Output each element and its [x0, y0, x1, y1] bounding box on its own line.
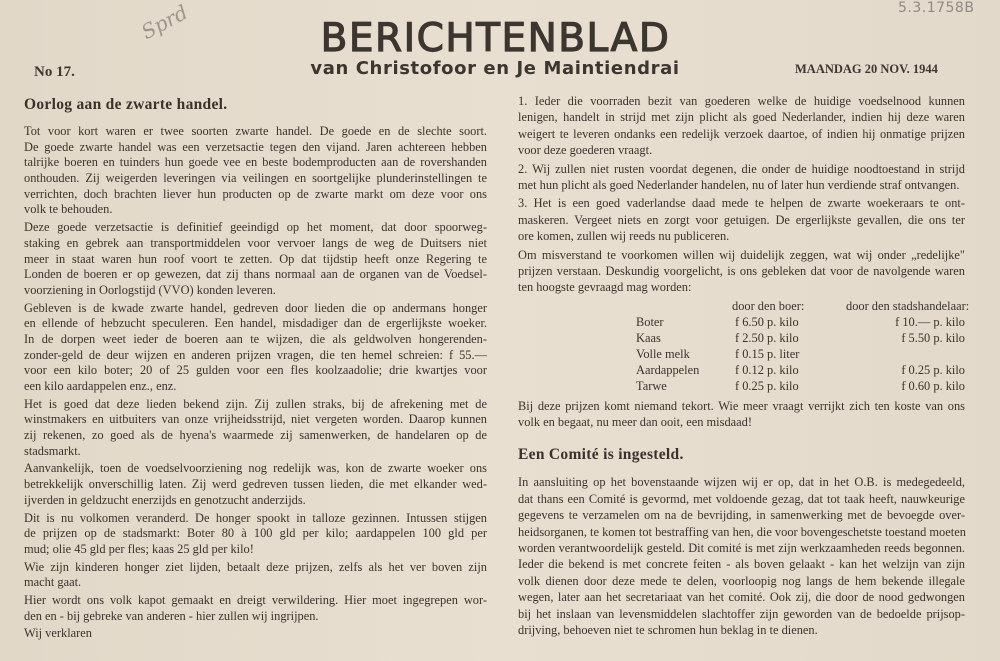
text-line: volk en begaat, nu meer dan ooit, een misdaad! [518, 415, 752, 430]
price-row [518, 314, 965, 330]
text-line: In aansluiting op het bovenstaande wijzen wij er op, dat in het O.B. is medegedeeld, [518, 475, 965, 490]
article-heading: Oorlog aan de zwarte handel. [24, 96, 228, 113]
right-column [518, 93, 970, 640]
text-line: weigert te leveren ondanks een redelijk verzoek daartoe, of indien hij onmatige prijzen [518, 126, 965, 141]
paragraph [24, 220, 487, 298]
paragraph [24, 397, 487, 460]
committee-body [518, 474, 965, 638]
text-line: en ellende of hebzucht speculeren. Een handel, misdadiger dan de ergerlijkste woeker. [24, 316, 487, 331]
text-line: wegen, later aan het secretariaat van het comité. Ook zij, die door de nood gedwongen [518, 590, 965, 605]
declarations [518, 93, 965, 296]
price-item: Volle melk [636, 346, 690, 361]
article-body [24, 124, 487, 642]
text-line: ijverden in geldzucht enerzijds en genotzucht anderzijds. [24, 492, 306, 507]
price-table [518, 298, 970, 398]
paragraph [518, 474, 965, 638]
paragraph [24, 301, 487, 395]
text-line: Tot voor kort waren er twee soorten zwarte handel. De goede en de slechte soort. [24, 124, 487, 138]
text-line: 2. Wij zullen niet rusten voordat degenen, die onder de huidige noodtoestand in strijd [518, 161, 965, 176]
price-item: Kaas [636, 330, 661, 345]
text-line: Dit is nu volkomen veranderd. De honger spookt in talloze gezinnen. Intussen stijgen [24, 510, 487, 525]
paragraph [24, 511, 487, 558]
text-line: gegevens te verzamelen om na de bevrijding, in samenwerking met de bevoegde over- [518, 508, 965, 523]
text-line: In de dorpen weet ieder de boeren aan te wijzen, die als geldwolven hongerenden- [24, 331, 487, 346]
text-line: maskeren. Vergeet niets en zorgt voor getuigen. De ergerlijkste gevallen, die ons ter [518, 212, 965, 227]
price-row [518, 378, 965, 394]
city-price: f 0.25 p. kilo [901, 362, 965, 377]
price-item: Aardappelen [636, 362, 700, 377]
text-line: volk te behouden. [24, 202, 113, 217]
header-city-trader: door den stadshandelaar: [846, 298, 970, 313]
paragraph [518, 195, 965, 244]
text-line: betrekkelijk onverschillig laten. Zij werd gedreven tussen lieden, die met elkander wed- [24, 477, 487, 492]
price-item: Tarwe [636, 378, 667, 393]
text-line: voor deze goederen vraagt. [518, 143, 653, 158]
paragraph [24, 124, 487, 218]
text-line: staking en gebrek aan transportmiddelen voor vervoer langs de weg de Duitsers niet [24, 235, 487, 250]
text-line: ore komen, zullen wij reeds nu publiceren. [518, 229, 730, 244]
price-table-header [518, 298, 970, 314]
price-row [518, 362, 965, 378]
text-line: ten hoogste gevraagd mag worden: [518, 280, 692, 295]
farmer-price: f 0.25 p. kilo [735, 378, 799, 393]
text-line: voorziening in Oorlogstijd (VVO) konden leveren. [24, 282, 276, 297]
farmer-price: f 0.12 p. kilo [735, 362, 799, 377]
issue-date: MAANDAG 20 NOV. 1944 [795, 62, 938, 76]
paragraph [518, 247, 965, 296]
text-line: zij rekenen, zo goed als de hyena's waarmede zij samenwerken, de handelaren op de [24, 428, 487, 443]
archive-number: 5.3.1758B [898, 0, 975, 16]
text-line: Bij deze prijzen komt niemand tekort. Wie meer vraagt verrijkt zich ten koste van ons [518, 398, 965, 413]
text-line: de prijzen op de stadsmarkt: Boter 80 à 100 gld per kilo; aardappelen 100 gld per [24, 526, 487, 541]
paragraph [24, 560, 487, 591]
city-price: f 5.50 p. kilo [901, 330, 965, 345]
text-line: bij het inslaan van levensmiddelen slachtoffer zijn geworden van de bedoelde prijsop- [518, 606, 965, 621]
text-line: lenigen, handelt in strijd met zijn plicht als goed Nederlander, indien hij deze waren [518, 110, 965, 125]
text-line: Londen de boeren er op gewezen, dat zij thans normaal aan de organen van de Voedsel- [24, 267, 487, 282]
text-line: Deze goede verzetsactie is definitief geeindigd op het moment, dat door spoorweg- [24, 220, 487, 235]
text-line: volk dienen door deze mede te delen, voorloopig nog langs de hem bekende illegale [518, 573, 965, 588]
newspaper-title: BERICHTENBLAD [320, 16, 671, 61]
text-line: een kilo aardappelen enz., enz. [24, 379, 177, 393]
issue-number: No 17. [34, 64, 75, 80]
text-line: prijzen verstaan. Deskundig voorgelicht, is ons gebleken dat voor de navolgende waren [518, 263, 965, 278]
text-line: Om misverstand te voorkomen willen wij duidelijk zeggen, wat wij onder „redelijke" [518, 247, 965, 262]
text-line: 3. Het is een goed vaderlandse daad mede te helpen de zwarte woekeraars te ont- [518, 196, 965, 211]
text-line: heidsorganen, te komen tot bestraffing van hen, die voor bovengeschetste toestand moeten [518, 524, 966, 539]
text-line: Gebleven is de kwade zwarte handel, gedreven door lieden die op andermans honger [24, 300, 487, 315]
text-line: Hier wordt ons volk kapot gemaakt en dreigt verwildering. Hier moet ingegrepen wor- [24, 592, 487, 607]
text-line: De goede zwarte handel was een verzetsactie tegen den vijand. Jaren achtereen hebben [24, 139, 487, 154]
text-line: den en - bij gebreke van anderen - hier zullen wij ingrijpen. [24, 608, 319, 623]
header-farmer: door den boer: [732, 298, 805, 313]
text-line: Het is goed dat deze lieden bekend zijn. Zij zullen straks, bij de afrekening met de [24, 396, 487, 411]
city-price: f 10.— p. kilo [895, 314, 965, 329]
handwritten-annotation: Sprd [137, 0, 192, 45]
paragraph [24, 461, 487, 508]
text-line: 1. Ieder die voorraden bezit van goederen welke de huidige voedselnood kunnen [518, 94, 965, 108]
text-line: met hun plicht als goed Nederlander handelen, nu of later hun verdiende straf ontvangen. [518, 177, 960, 192]
price-row [518, 330, 965, 346]
text-line: stadsmarkt. [24, 443, 81, 458]
text-line: meer in staat waren hun roof voort te zetten. Op dat tijdstip heeft onze Regering te [24, 251, 487, 266]
paragraph [24, 626, 487, 642]
committee-heading: Een Comité is ingesteld. [518, 446, 684, 464]
farmer-price: f 0.15 p. liter [735, 346, 800, 361]
text-line: dat thans een Comité is gevormd, met voldoende gezag, dat tot taak heeft, nauwkeurige [518, 491, 965, 506]
text-line: talrijke boeren en tuinders hun goede vee en beste bodemproducten aan de rovershanden [24, 155, 487, 170]
price-conclusion [518, 398, 965, 431]
paragraph [518, 161, 965, 194]
text-line: verrichten, doch brachten liever hun producten op de zwarte markt om deze voor ons [24, 186, 487, 201]
price-row [518, 346, 965, 362]
newspaper-subtitle: van Christofoor en Je Maintiendrai [310, 58, 680, 79]
text-line: drijving, behoeven niet te schromen hun beklag in te dienen. [518, 622, 818, 637]
text-line: winstmakers en uitbuiters van onze vrijheidsstrijd, niet vergeten worden. Daarop kunnen [24, 412, 487, 427]
text-line: Wie zijn kinderen honger ziet lijden, betaalt deze prijzen, zelfs als het ver boven zijn [24, 559, 487, 574]
text-line: voor een kilo boter; 20 of 25 gulden voor een fles koolzaadolie; drie kwartjes voor [24, 363, 487, 378]
text-line: macht gaat. [24, 575, 82, 590]
text-line: onthouden. Zij weigerden leveringen via veilingen en soortgelijke plunderinstellingen te [24, 171, 487, 186]
paragraph [518, 93, 965, 159]
paragraph [24, 593, 487, 624]
farmer-price: f 6.50 p. kilo [735, 314, 799, 329]
farmer-price: f 2.50 p. kilo [735, 330, 799, 345]
text-line: Ieder die bekend is met concrete feiten - als boven gelaakt - kan het welzijn van zijn [518, 557, 965, 572]
city-price: f 0.60 p. kilo [901, 378, 965, 393]
text-line: worden verantwoordelijk gesteld. Dit comité is met zijn werkzaamheden reeds begonnen. [518, 541, 965, 556]
paragraph [518, 398, 965, 431]
text-line: Wij verklaren [24, 626, 92, 641]
left-column [24, 96, 487, 644]
text-line: zonder-geld de deur wijzen en anderen prijzen vragen, die ten hemel schreien: f 55.— [24, 347, 487, 362]
text-line: Aanvankelijk, toen de voedselvoorziening nog redelijk was, kon de zwarte woeker ons [24, 461, 487, 476]
price-item: Boter [636, 314, 664, 329]
text-line: mud; olie 45 gld per fles; kaas 25 gld per kilo! [24, 541, 254, 556]
